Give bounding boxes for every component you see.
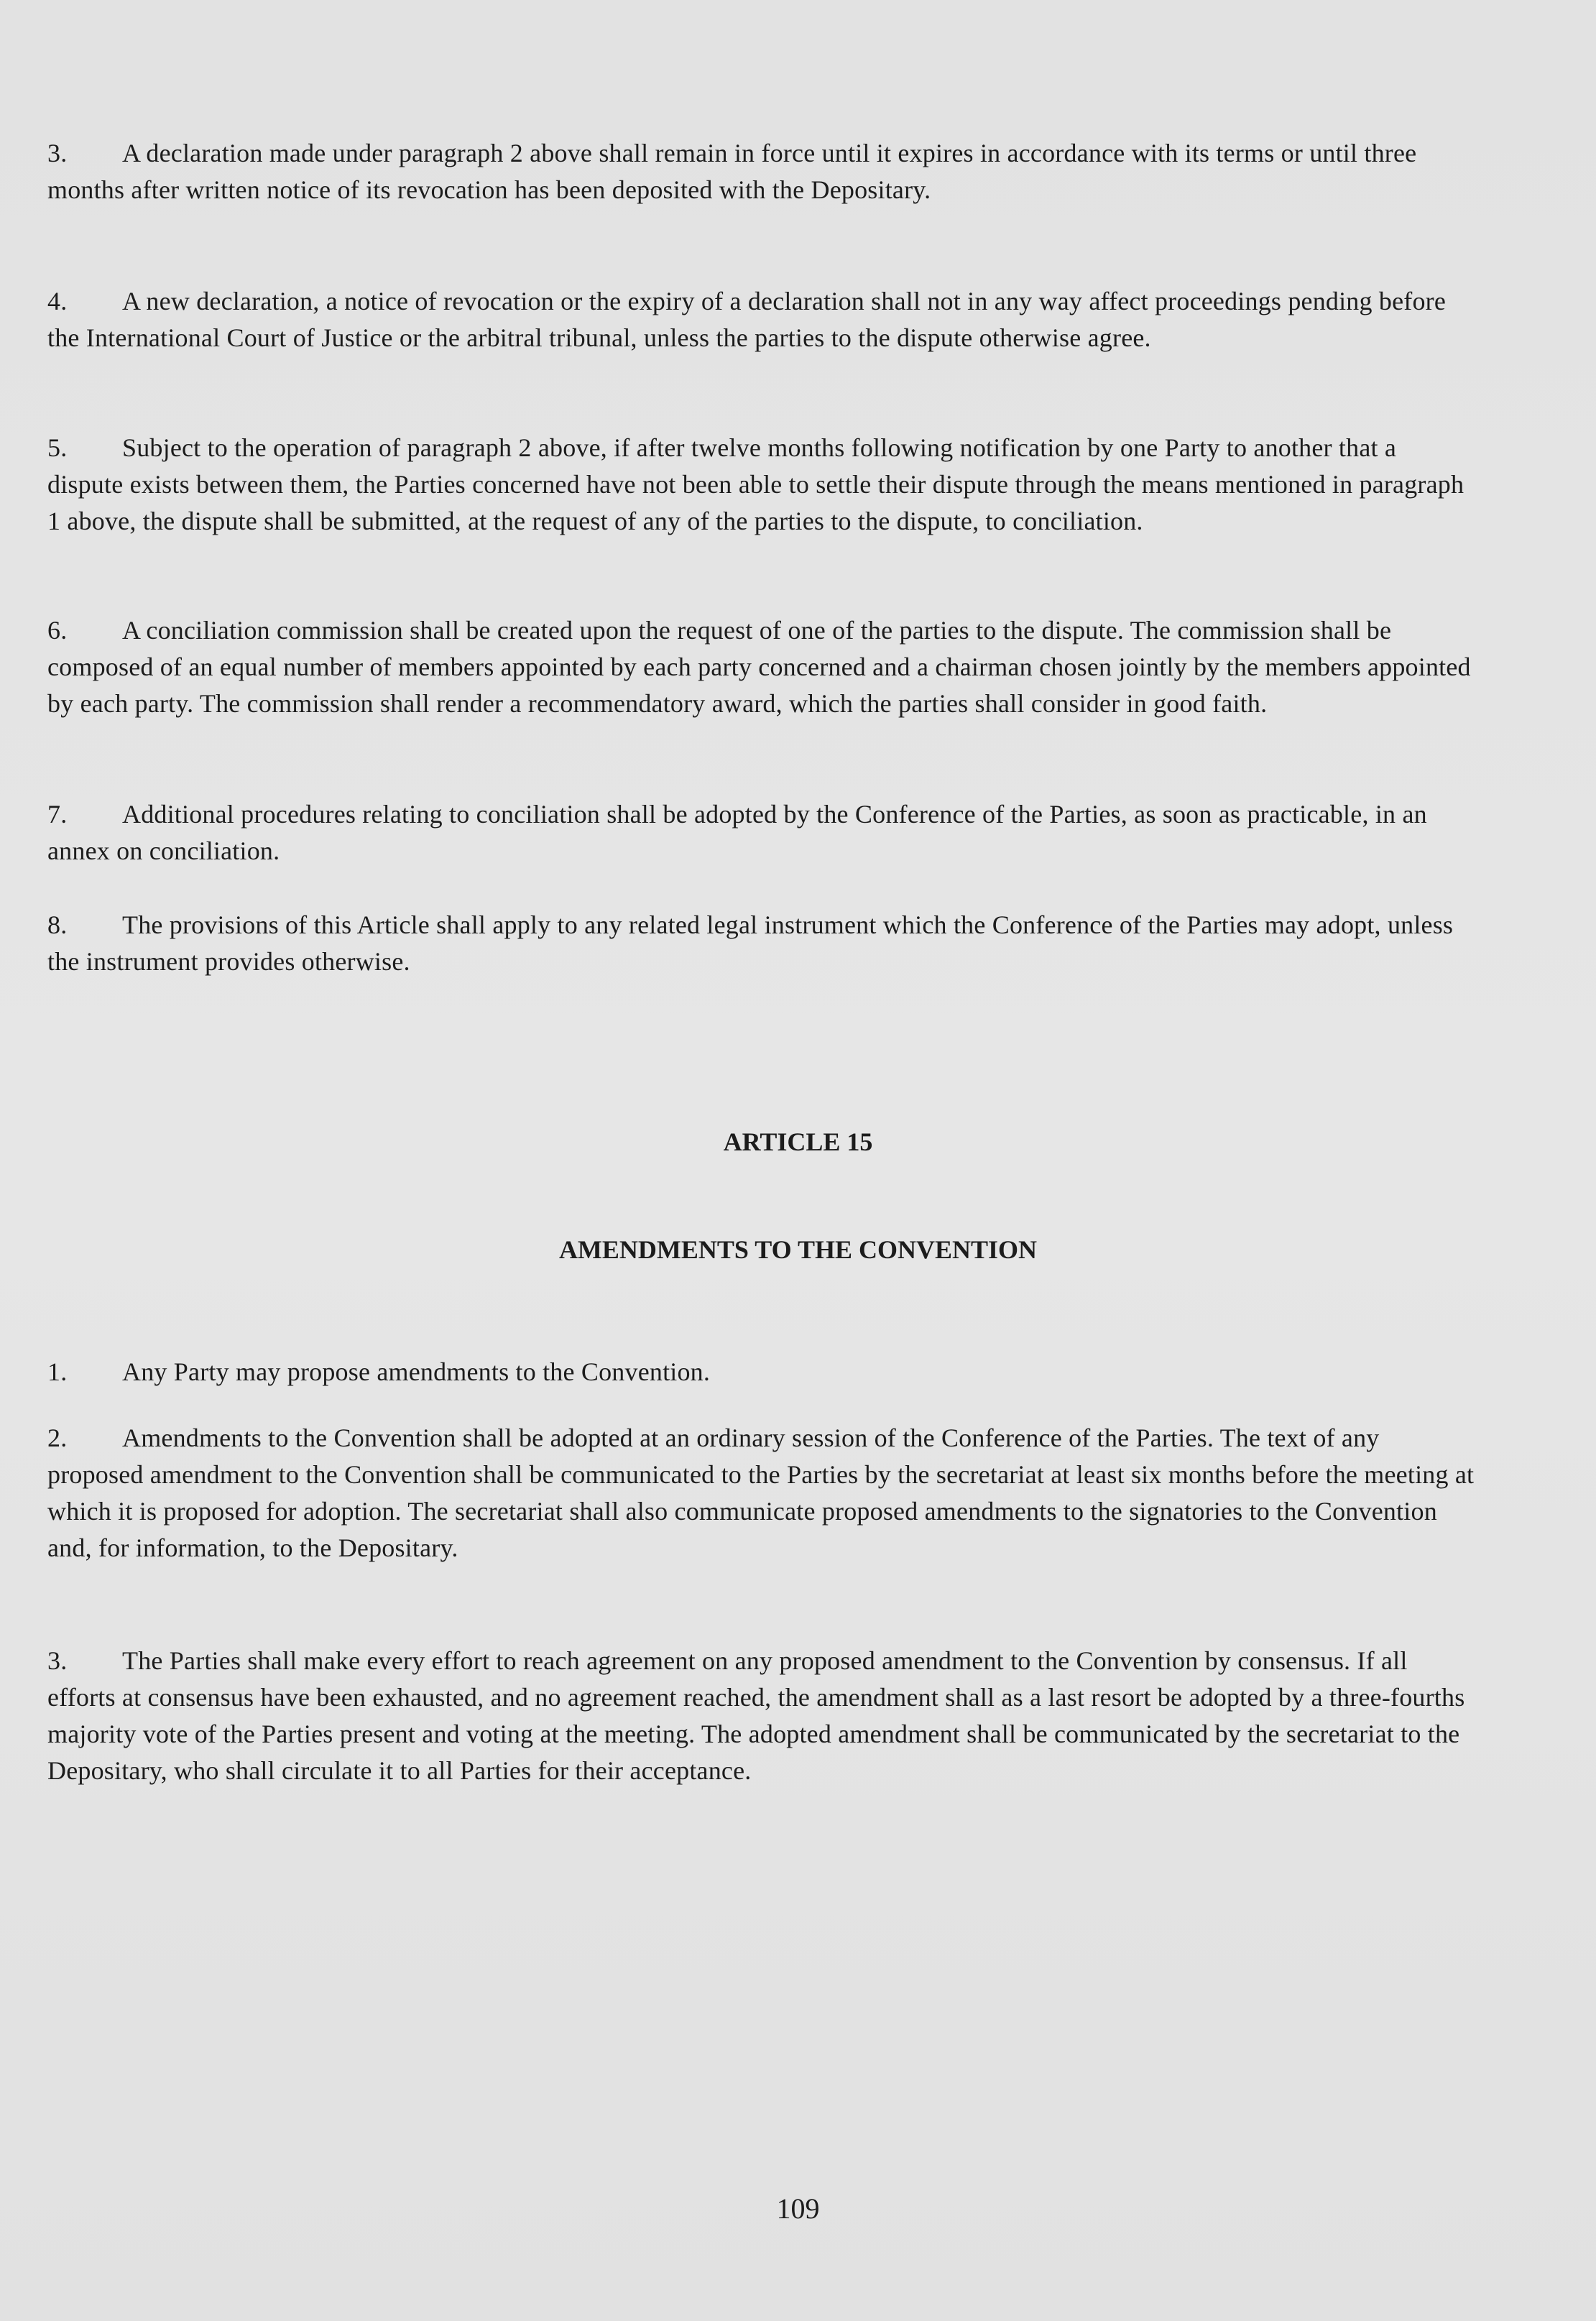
paragraph-number: 7. — [47, 800, 68, 829]
paragraph-text: A new declaration, a notice of revocation or the expiry of a declaration shall not in any way affect proceedings pending before the International Court of Justice or the arbitral tribunal, unless the parties to the dispute otherwise agree. — [47, 287, 1447, 352]
paragraph-number: 3. — [47, 139, 68, 167]
paragraph-8 — [47, 907, 1477, 980]
paragraph-number: 6. — [47, 616, 68, 645]
paragraph-text: A conciliation commission shall be created upon the request of one of the parties to the dispute. The commission shall be composed of an equal number of members appointed by each party concerned and a chairman chosen jointly by the members appointed by each party. The commission shall render a recommendatory award, which the parties shall consider in good faith. — [47, 616, 1471, 718]
paragraph-3 — [47, 135, 1477, 208]
article-paragraph-2 — [47, 1420, 1477, 1566]
paragraph-text: The Parties shall make every effort to reach agreement on any proposed amendment to the Convention by consensus. If all efforts at consensus have been exhausted, and no agreement reached, the amendment shall as a last resort be adopted by a three-fourths majority vote of the Parties present and voting at the meeting. The adopted amendment shall be communicated by the secretariat to the Depositary, who shall circulate it to all Parties for their acceptance. — [47, 1646, 1465, 1785]
article-paragraph-1 — [47, 1354, 1477, 1390]
paragraph-number: 5. — [47, 433, 68, 462]
paragraph-number: 3. — [47, 1646, 68, 1675]
paragraph-number: 1. — [47, 1357, 68, 1386]
page-number: 109 — [776, 2192, 820, 2225]
paragraph-text: The provisions of this Article shall apply to any related legal instrument which the Conference of the Parties may adopt, unless the instrument provides otherwise. — [47, 910, 1454, 976]
paragraph-text: Subject to the operation of paragraph 2 above, if after twelve months following notification by one Party to another that a dispute exists between them, the Parties concerned have not been able to settle their dispute through the means mentioned in paragraph 1 above, the dispute shall be submitted, at the request of any of the parties to the dispute, to conciliation. — [47, 433, 1464, 535]
paragraph-number: 8. — [47, 910, 68, 939]
article-title: AMENDMENTS TO THE CONVENTION — [558, 1235, 1038, 1264]
paragraph-text: Any Party may propose amendments to the Convention. — [122, 1357, 711, 1386]
paragraph-5 — [47, 430, 1477, 540]
paragraph-number: 2. — [47, 1423, 68, 1452]
paragraph-4 — [47, 283, 1477, 356]
article-heading: ARTICLE 15 — [723, 1127, 873, 1156]
paragraph-text: Additional procedures relating to conciliation shall be adopted by the Conference of the Parties, as soon as practicable, in an annex on conciliation. — [47, 800, 1427, 865]
article-paragraph-3 — [47, 1643, 1477, 1789]
paragraph-number: 4. — [47, 287, 68, 315]
paragraph-text: Amendments to the Convention shall be adopted at an ordinary session of the Conference of the Parties. The text of any proposed amendment to the Convention shall be communicated to the Parties by the secretariat at least six months before the meeting at which it is proposed for adoption. The secretariat shall also communicate proposed amendments to the signatories to the Convention and, for information, to the Depositary. — [47, 1423, 1475, 1562]
paragraph-7 — [47, 796, 1477, 869]
paragraph-text: A declaration made under paragraph 2 above shall remain in force until it expires in accordance with its terms or until three months after written notice of its revocation has been deposited with the Depositary. — [47, 139, 1417, 204]
paragraph-6 — [47, 612, 1477, 722]
